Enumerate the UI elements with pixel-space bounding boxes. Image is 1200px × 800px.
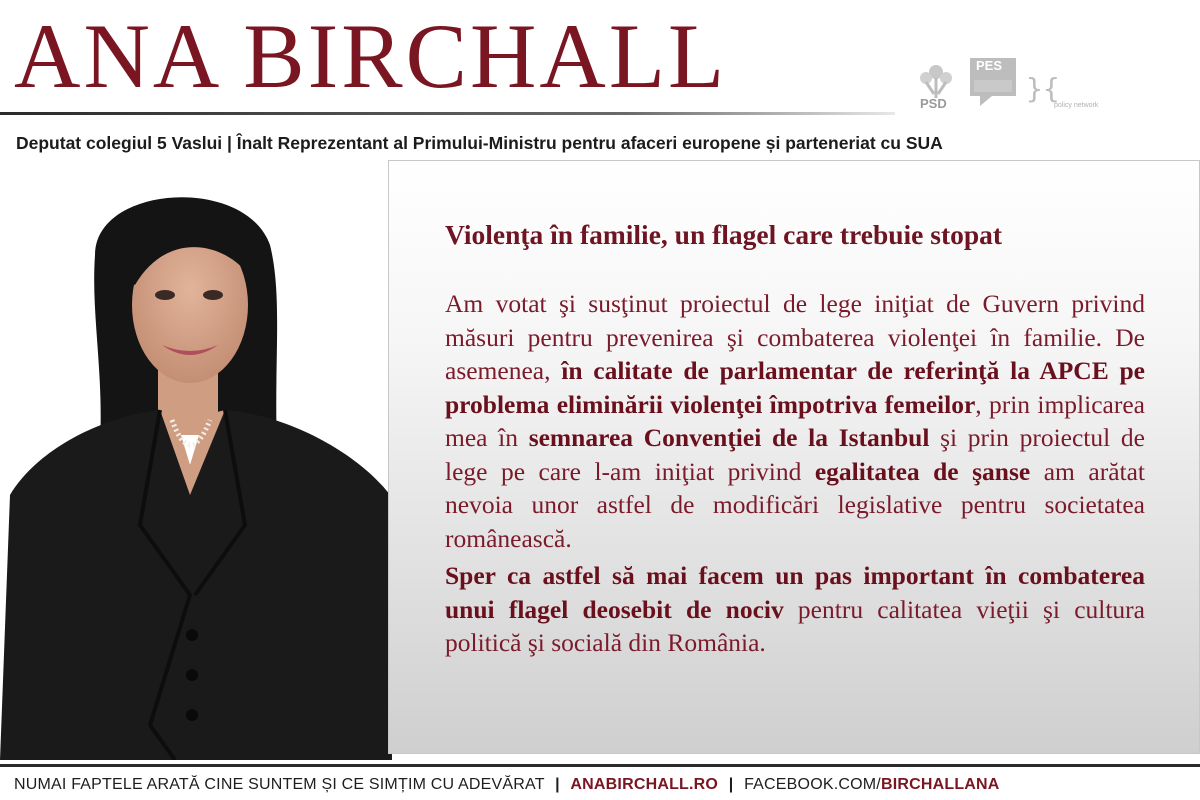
policy-network-icon bbox=[1026, 68, 1106, 118]
website-link[interactable]: ANABIRCHALL.RO bbox=[570, 776, 719, 793]
article-paragraph bbox=[445, 287, 1145, 555]
subtitle: Deputat colegiul 5 Vaslui | Înalt Reprezentant al Primului-Ministru pentru afaceri europene și parteneriat cu SUA bbox=[16, 133, 943, 153]
page-title: ANA BIRCHALL bbox=[14, 5, 728, 107]
footer-line bbox=[14, 776, 1000, 794]
facebook-handle: BIRCHALLANA bbox=[880, 776, 1000, 793]
article-highlight: în calitate de parlamentar de referinţă la APCE pe problema eliminării violenţei împotriva femeilor bbox=[445, 356, 1145, 419]
article-highlight: semnarea Convenţiei de la Istanbul bbox=[528, 423, 930, 452]
article-panel bbox=[388, 160, 1200, 754]
article-highlight: egalitatea de şanse bbox=[814, 456, 1031, 486]
article-body bbox=[445, 287, 1145, 660]
party-logos bbox=[908, 52, 1138, 122]
facebook-link[interactable] bbox=[744, 776, 999, 793]
article-closing-paragraph bbox=[445, 559, 1145, 660]
footer-slogan: NUMAI FAPTELE ARATĂ CINE SUNTEM ȘI CE SIMȚIM CU ADEVĂRAT bbox=[14, 776, 545, 793]
article-text: am arătat nevoia unor astfel de modificări legislative pentru societatea românească. bbox=[445, 456, 1145, 553]
article-title: Violenţa în familie, un flagel care trebuie stopat bbox=[445, 219, 1003, 250]
footer-separator: | bbox=[555, 776, 560, 793]
article-text: şi prin proiectul de lege pe care l-am iniţiat privind bbox=[445, 423, 1145, 486]
header-divider bbox=[0, 112, 895, 115]
policy-network-caption: policy network bbox=[1054, 102, 1099, 109]
footer bbox=[0, 764, 1200, 800]
article-text: , prin implicarea mea în bbox=[445, 389, 1145, 452]
portrait-photo bbox=[0, 165, 392, 760]
svg-text:}{: }{ bbox=[1026, 72, 1060, 105]
pes-logo-caption: PES bbox=[976, 58, 1003, 73]
article-highlight: Sper ca astfel să mai facem un pas important în combaterea unui flagel deosebit de nociv bbox=[445, 561, 1145, 624]
article-text: Am votat şi susţinut proiectul de lege iniţiat de Guvern privind măsuri pentru prevenirea şi combaterea violenţei în familie. De asemenea, bbox=[445, 289, 1145, 385]
footer-separator: | bbox=[728, 776, 734, 793]
article-text: pentru calitatea vieţii şi cultura politică şi socială din România. bbox=[445, 594, 1145, 657]
facebook-prefix: FACEBOOK.COM/ bbox=[744, 776, 881, 793]
psd-logo-caption: PSD bbox=[920, 96, 947, 111]
